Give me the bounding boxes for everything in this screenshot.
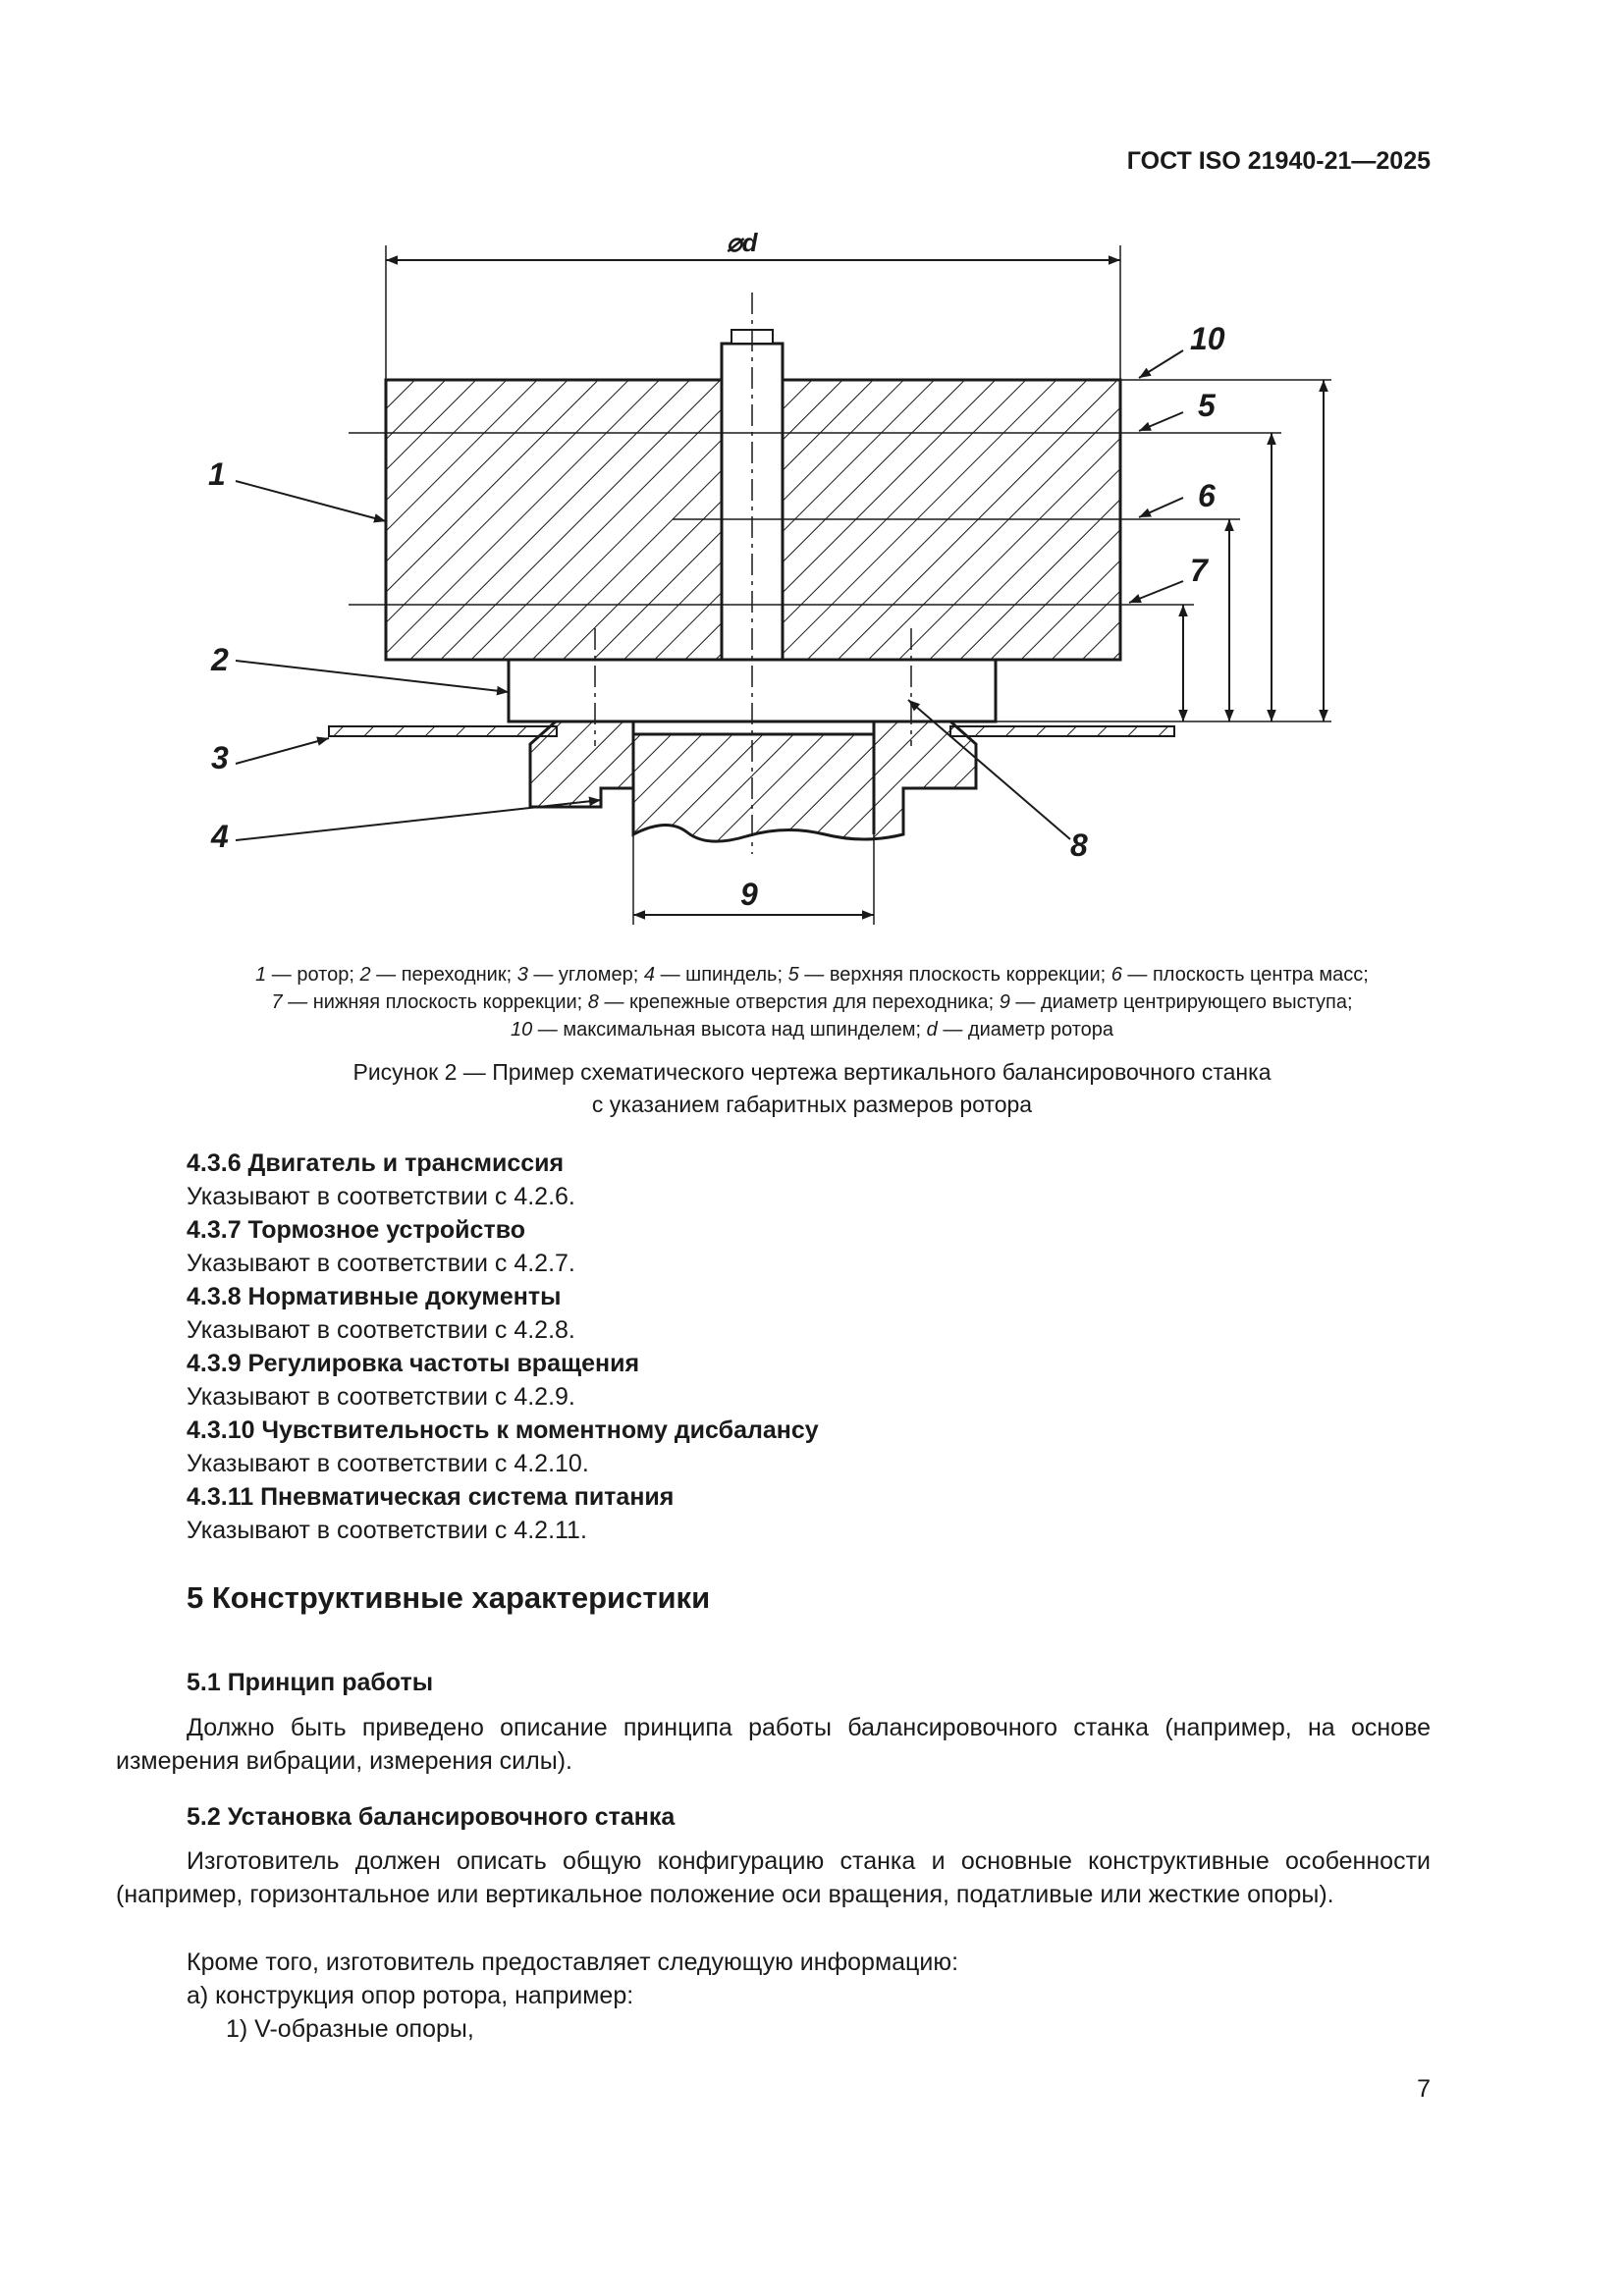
callout-10: 10 [1190,321,1225,356]
legend-key: 10 [510,1019,533,1041]
chapter-5-title: 5 Конструктивные характеристики [187,1580,711,1615]
callout-4: 4 [211,819,229,854]
section-text: Указывают в соответствии с 4.2.8. [187,1316,575,1344]
sections-4-3 [187,1147,1431,1547]
legend-line [98,961,1526,988]
section-text: Указывают в соответствии с 4.2.7. [187,1250,575,1277]
section-5-1-text: Должно быть приведено описание принципа работы балансировочного станка (например, на основе измерения вибрации, измерения силы). [116,1714,1431,1775]
section-5-2-more: Кроме того, изготовитель предоставляет следующую информацию: [187,1949,959,1976]
caption-line-1: Рисунок 2 — Пример схематического чертежа вертикального балансировочного станка [352,1059,1272,1085]
section-title: 4.3.10 Чувствительность к моментному дисбалансу [187,1416,819,1444]
legend-key: 2 [359,964,371,986]
figure-legend [98,961,1526,1043]
legend-key: 4 [643,964,656,986]
legend-text: — угломер; [527,964,644,986]
legend-key: 8 [587,991,599,1013]
callout-9: 9 [740,877,758,912]
spindle [530,721,976,841]
section-5-2-text: Изготовитель должен описать общую конфигурацию станка и основные конструктивные особенности (например, горизонтальное или вертикальное положение оси вращения, податливые или жесткие опоры). [116,1847,1431,1908]
section-text: Указывают в соответствии с 4.2.9. [187,1383,575,1411]
dim-d-label: ⌀d [727,228,758,257]
callout-1: 1 [208,456,226,492]
section-text: Указывают в соответствии с 4.2.11. [187,1517,587,1544]
callout-8: 8 [1070,828,1088,863]
section-title: 4.3.8 Нормативные документы [187,1283,562,1310]
caption-line-2: с указанием габаритных размеров ротора [591,1092,1033,1117]
legend-key: 5 [787,964,799,986]
rotor [386,330,1120,660]
legend-text: — диаметр центрирующего выступа; [1009,991,1353,1013]
list-item-a1: 1) V-образные опоры, [226,2015,474,2043]
legend-text: — шпиндель; [655,964,788,986]
legend-line [98,988,1526,1016]
section-text: Указывают в соответствии с 4.2.6. [187,1183,575,1210]
legend-text: — максимальная высота над шпинделем; [532,1019,927,1041]
section-5-1-title: 5.1 Принцип работы [187,1669,434,1696]
list-item-a: а) конструкция опор ротора, например: [187,1982,634,2009]
legend-text: — диаметр ротора [937,1019,1114,1041]
section-title: 4.3.9 Регулировка частоты вращения [187,1350,640,1377]
callout-2: 2 [211,642,229,677]
legend-text: — переходник; [370,964,517,986]
section-text: Указывают в соответствии с 4.2.10. [187,1450,589,1477]
legend-key: 7 [271,991,283,1013]
callout-5: 5 [1198,388,1216,423]
legend-text: — ротор; [266,964,360,986]
document-header: ГОСТ ISO 21940-21—2025 [1126,147,1431,175]
callout-6: 6 [1198,478,1216,513]
page-number: 7 [1417,2075,1431,2103]
legend-key: 3 [516,964,528,986]
legend-text: — плоскость центра масс; [1121,964,1369,986]
callout-7: 7 [1190,553,1208,588]
legend-lines [98,961,1526,1043]
legend-line [98,1016,1526,1043]
legend-key: 6 [1110,964,1122,986]
section-title: 4.3.7 Тормозное устройство [187,1216,526,1244]
legend-key: 1 [255,964,267,986]
legend-text: — крепежные отверстия для переходника; [598,991,1000,1013]
callout-3: 3 [211,740,229,775]
legend-text: — нижняя плоскость коррекции; [282,991,588,1013]
legend-key: 9 [999,991,1010,1013]
balancing-machine-figure [0,0,1624,942]
legend-key: d [926,1019,938,1041]
section-title: 4.3.11 Пневматическая система питания [187,1483,675,1511]
section-5-2-title: 5.2 Установка балансировочного станка [187,1803,676,1831]
figure-caption [98,1056,1526,1121]
legend-text: — верхняя плоскость коррекции; [798,964,1111,986]
section-title: 4.3.6 Двигатель и трансмиссия [187,1149,565,1177]
